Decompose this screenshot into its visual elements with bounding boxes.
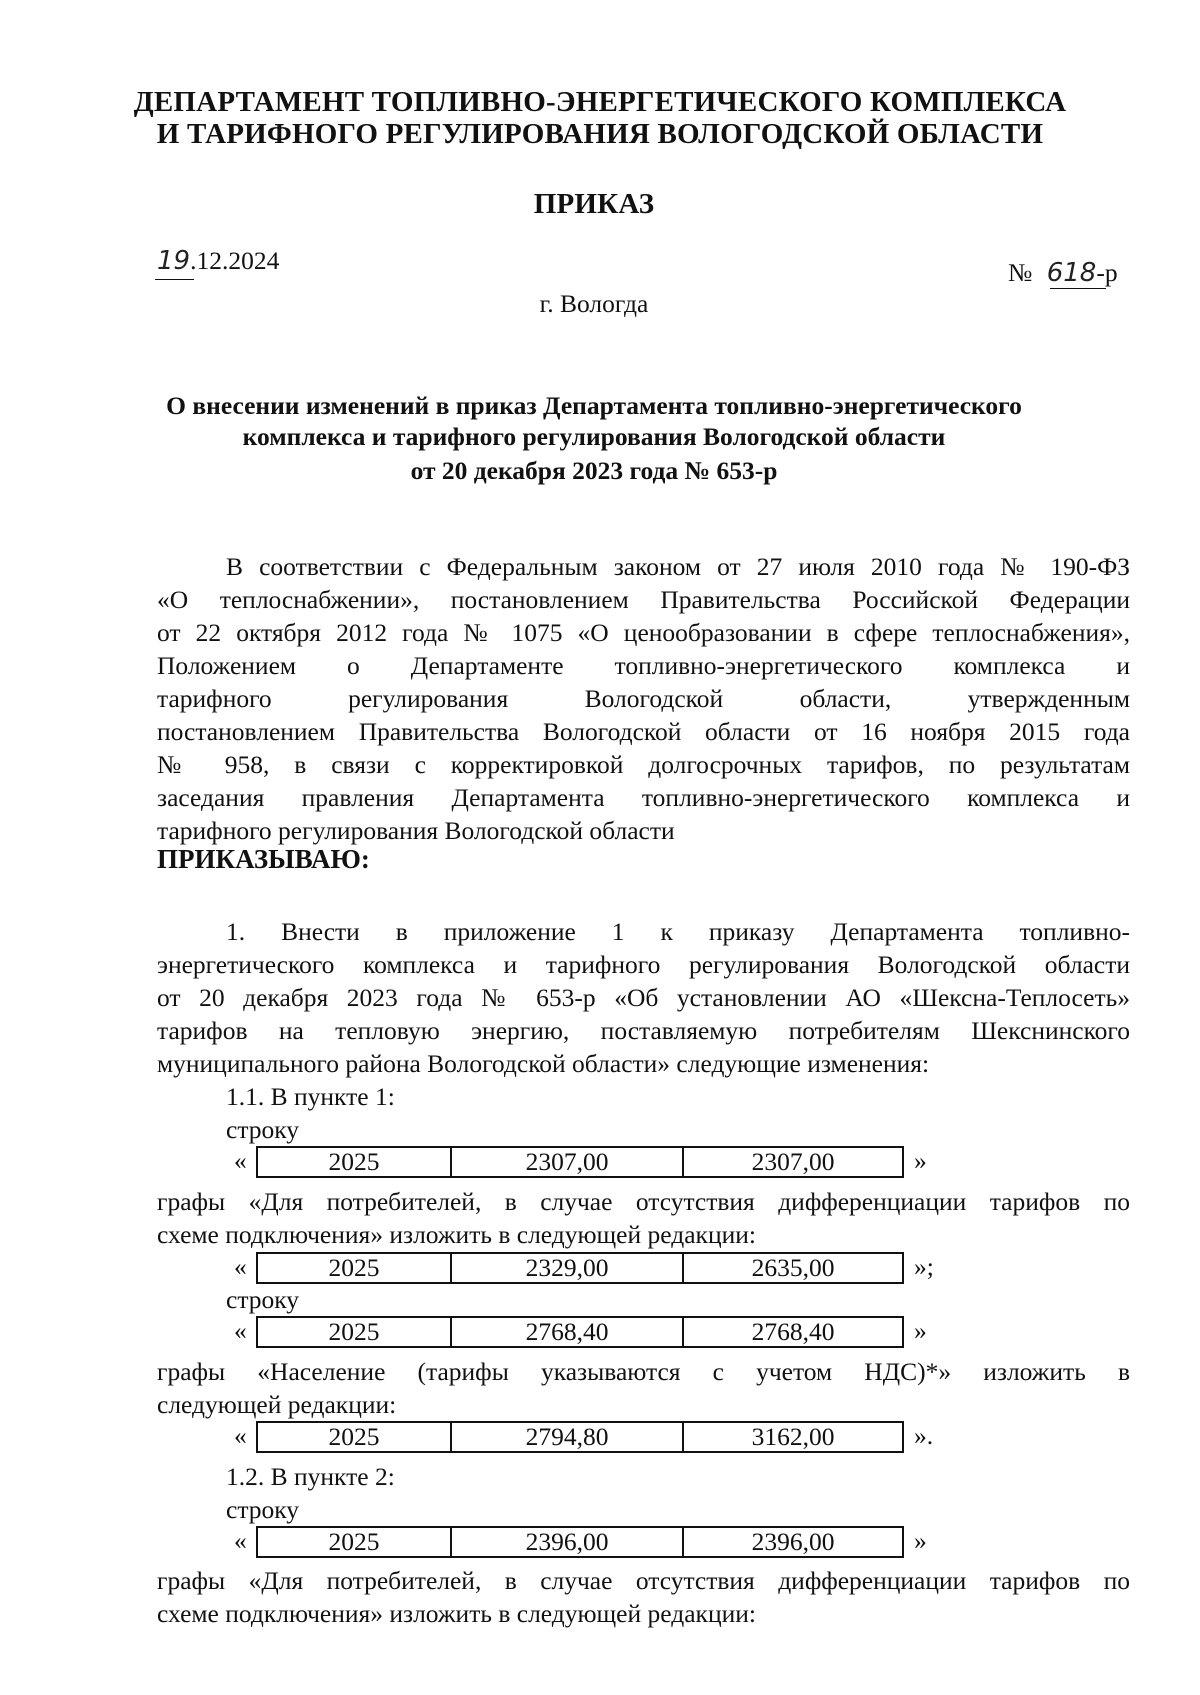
date-underline bbox=[155, 279, 194, 280]
tariff-table bbox=[256, 1316, 904, 1348]
item1-line: тарифов на тепловую энергию, поставляемую потребителям Шекснинского bbox=[157, 1016, 1130, 1045]
item1-1-heading: 1.1. В пункте 1: bbox=[226, 1082, 395, 1111]
graph-consumers-line: графы «Для потребителей, в случае отсутствия дифференциации тарифов по bbox=[157, 1187, 1130, 1216]
quote-close: » bbox=[914, 1146, 927, 1175]
quote-close: ». bbox=[914, 1421, 934, 1450]
item1-2-heading: 1.2. В пункте 2: bbox=[226, 1462, 395, 1491]
number-prefix: № bbox=[1008, 258, 1033, 287]
title-line3: от 20 декабря 2023 года № 653-р bbox=[410, 456, 778, 485]
cell-year: 2025 bbox=[258, 1254, 452, 1282]
graph-consumers-line: схеме подключения» изложить в следующей редакции: bbox=[157, 1220, 756, 1249]
quote-open: « bbox=[234, 1146, 247, 1175]
tariff-table bbox=[256, 1146, 904, 1178]
preamble-line: тарифного регулирования Вологодской области bbox=[157, 816, 675, 845]
quote-open: « bbox=[234, 1421, 247, 1450]
preamble-line: заседания правления Департамента топливно-энергетического комплекса и bbox=[157, 783, 1130, 812]
cell-value-2: 3162,00 bbox=[751, 1422, 835, 1451]
graph-consumers-2-line: схеме подключения» изложить в следующей редакции: bbox=[157, 1599, 756, 1628]
document-number bbox=[1008, 258, 1118, 288]
item1-line: 1. Внести в приложение 1 к приказу Департамента топливно- bbox=[226, 917, 1130, 946]
document-date bbox=[157, 246, 279, 276]
quote-close: »; bbox=[914, 1252, 934, 1281]
number-handwritten: 618 bbox=[1046, 258, 1097, 288]
department-name-line1: ДЕПАРТАМЕНТ ТОПЛИВНО-ЭНЕРГЕТИЧЕСКОГО КОМПЛЕКСА bbox=[133, 86, 1067, 118]
item1-line: муниципального района Вологодской области» следующие изменения: bbox=[157, 1049, 930, 1078]
order-word: ПРИКАЗЫВАЮ: bbox=[157, 844, 370, 874]
cell-year: 2025 bbox=[258, 1423, 452, 1451]
cell-value-1: 2768,40 bbox=[452, 1318, 684, 1346]
quote-open: « bbox=[234, 1252, 247, 1281]
graph-consumers-2-line: графы «Для потребителей, в случае отсутствия дифференциации тарифов по bbox=[157, 1566, 1130, 1595]
city: г. Вологда bbox=[539, 289, 649, 318]
cell-value-2: 2635,00 bbox=[751, 1253, 835, 1282]
date-day-handwritten: 19 bbox=[157, 246, 191, 276]
preamble-line: тарифного регулирования Вологодской области, утвержденным bbox=[157, 684, 1130, 713]
preamble-line: от 22 октября 2012 года № 1075 «О ценообразовании в сфере теплоснабжения», bbox=[157, 618, 1130, 647]
cell-year: 2025 bbox=[258, 1318, 452, 1346]
tariff-table bbox=[256, 1421, 904, 1453]
title-line1: О внесении изменений в приказ Департамента топливно-энергетического bbox=[166, 391, 1022, 420]
cell-value-2: 2307,00 bbox=[751, 1147, 835, 1176]
date-rest: .12.2024 bbox=[190, 246, 280, 275]
cell-value-1: 2794,80 bbox=[452, 1423, 684, 1451]
cell-value-2: 2768,40 bbox=[751, 1317, 835, 1346]
stroku-label: строку bbox=[226, 1495, 300, 1524]
preamble-line: постановлением Правительства Вологодской области от 16 ноября 2015 года bbox=[157, 717, 1130, 746]
preamble-line: «О теплоснабжении», постановлением Правительства Российской Федерации bbox=[157, 585, 1130, 614]
cell-year: 2025 bbox=[258, 1148, 452, 1176]
preamble-line: № 958, в связи с корректировкой долгосрочных тарифов, по результатам bbox=[157, 750, 1130, 779]
quote-close: » bbox=[914, 1316, 927, 1345]
title-line2: комплекса и тарифного регулирования Вологодской области bbox=[242, 422, 946, 451]
document-type: ПРИКАЗ bbox=[533, 188, 655, 220]
stroku-label: строку bbox=[226, 1285, 300, 1314]
quote-close: » bbox=[914, 1526, 927, 1555]
cell-year: 2025 bbox=[258, 1528, 452, 1556]
graph-population-line: следующей редакции: bbox=[157, 1390, 397, 1419]
item1-line: от 20 декабря 2023 года № 653-р «Об установлении АО «Шексна-Теплосеть» bbox=[157, 983, 1130, 1012]
quote-open: « bbox=[234, 1316, 247, 1345]
preamble-line: В соответствии с Федеральным законом от 27 июля 2010 года № 190-ФЗ bbox=[226, 552, 1130, 581]
quote-open: « bbox=[234, 1526, 247, 1555]
preamble-line: Положением о Департаменте топливно-энергетического комплекса и bbox=[157, 651, 1130, 680]
department-name-line2: И ТАРИФНОГО РЕГУЛИРОВАНИЯ ВОЛОГОДСКОЙ ОБЛАСТИ bbox=[156, 118, 1044, 150]
cell-value-2: 2396,00 bbox=[751, 1527, 835, 1556]
graph-population-line: графы «Население (тарифы указываются с учетом НДС)*» изложить в bbox=[157, 1357, 1130, 1386]
cell-value-1: 2307,00 bbox=[452, 1148, 684, 1176]
stroku-label: строку bbox=[226, 1115, 300, 1144]
cell-value-1: 2396,00 bbox=[452, 1528, 684, 1556]
tariff-table bbox=[256, 1252, 904, 1284]
item1-line: энергетического комплекса и тарифного регулирования Вологодской области bbox=[157, 950, 1130, 979]
number-suffix: -р bbox=[1096, 258, 1118, 287]
cell-value-1: 2329,00 bbox=[452, 1254, 684, 1282]
tariff-table bbox=[256, 1526, 904, 1558]
